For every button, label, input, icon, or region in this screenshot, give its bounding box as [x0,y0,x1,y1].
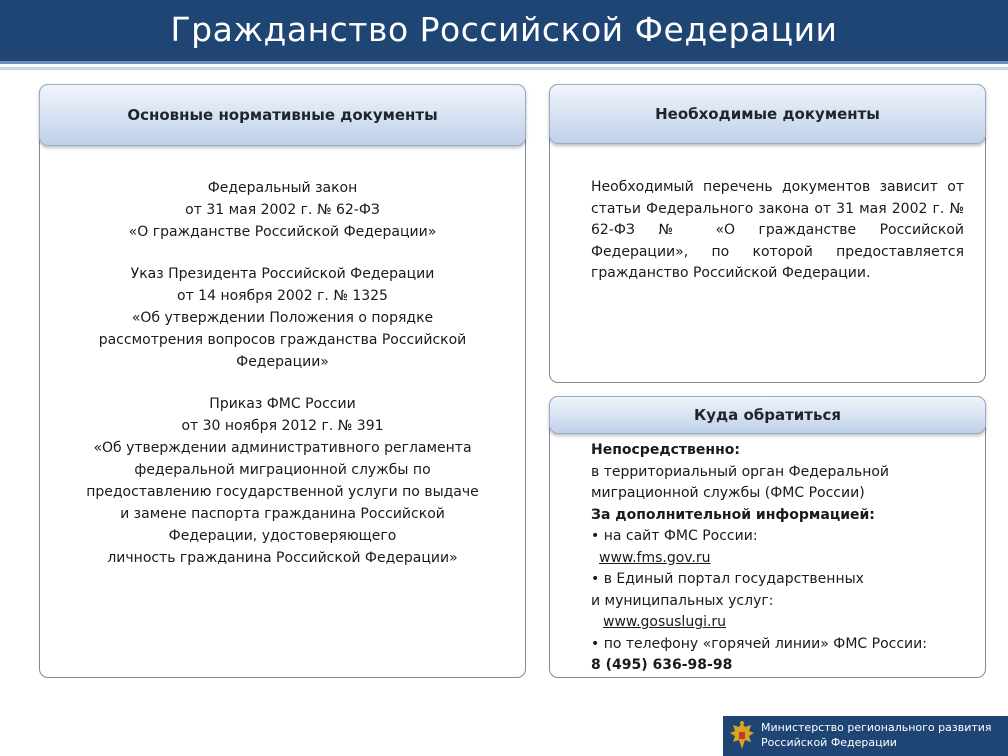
doc-line: Федеральный закон [207,180,358,196]
normative-documents-card [39,84,526,678]
page-title: Гражданство Российской Федерации [170,10,838,49]
required-documents-heading-text: Необходимые документы [655,105,880,123]
doc-line: «Об утверждении Положения о порядке [131,310,434,326]
fms-site-link[interactable]: www.fms.gov.ru [599,549,711,566]
title-underline [0,67,1008,70]
required-documents-heading [549,84,986,144]
double-headed-eagle-emblem-icon [729,720,755,752]
doc-line: предоставлению государственной услуги по выдаче [86,484,479,500]
direct-line: в территориальный орган Федеральной [591,463,890,480]
doc-line: федеральной миграционной службы по [134,462,431,478]
doc-line: личность гражданина Российской Федерации» [107,550,458,566]
title-banner [0,0,1008,64]
doc-line: Указ Президента Российской Федерации [130,266,435,282]
federal-law-entry [50,177,515,243]
normative-documents-heading-text: Основные нормативные документы [127,106,438,124]
direct-label: Непосредственно: [591,442,740,458]
where-to-apply-heading [549,396,986,434]
extra-info-label: За дополнительной информацией: [591,506,875,523]
doc-line: «Об утверждении административного регламента [93,440,472,456]
direct-line: миграционной службы (ФМС России) [591,485,865,501]
contact-info [591,440,971,677]
ministry-name-line: Российской Федерации [761,736,897,749]
where-to-apply-heading-text: Куда обратиться [693,406,842,424]
fms-order-entry [50,393,515,569]
fms-site-label: • на сайт ФМС России: [591,528,758,544]
gosuslugi-link[interactable]: www.gosuslugi.ru [603,614,727,630]
doc-line: и замене паспорта гражданина Российской [120,506,445,522]
ministry-footer [723,716,1008,756]
hotline-label: • по телефону «горячей линии» ФМС России: [591,635,927,652]
hotline-phone: 8 (495) 636-98-98 [591,657,733,673]
portal-line: • в Единый портал государственных [591,571,864,587]
doc-line: «О гражданстве Российской Федерации» [128,224,437,240]
ministry-name-line: Министерство регионального развития [761,721,992,734]
portal-line: и муниципальных услуг: [591,592,774,609]
normative-documents-heading [39,84,526,146]
presidential-decree-entry [50,263,515,373]
doc-line: Приказ ФМС России [209,396,356,412]
doc-line: Федерации» [236,354,329,370]
doc-line: от 31 мая 2002 г. № 62-ФЗ [185,202,380,218]
required-documents-text: Необходимый перечень документов зависит от статьи Федерального закона от 31 мая 2002 г. № 62-ФЗ № «О гражданстве Российской Федерации», по которой предоставляется гражданство Российской Федерации. [591,179,964,281]
doc-line: от 14 ноября 2002 г. № 1325 [177,288,388,304]
doc-line: от 30 ноября 2012 г. № 391 [181,418,384,434]
doc-line: рассмотрения вопросов гражданства Российской [98,332,467,348]
doc-line: Федерации, удостоверяющего [168,528,397,544]
